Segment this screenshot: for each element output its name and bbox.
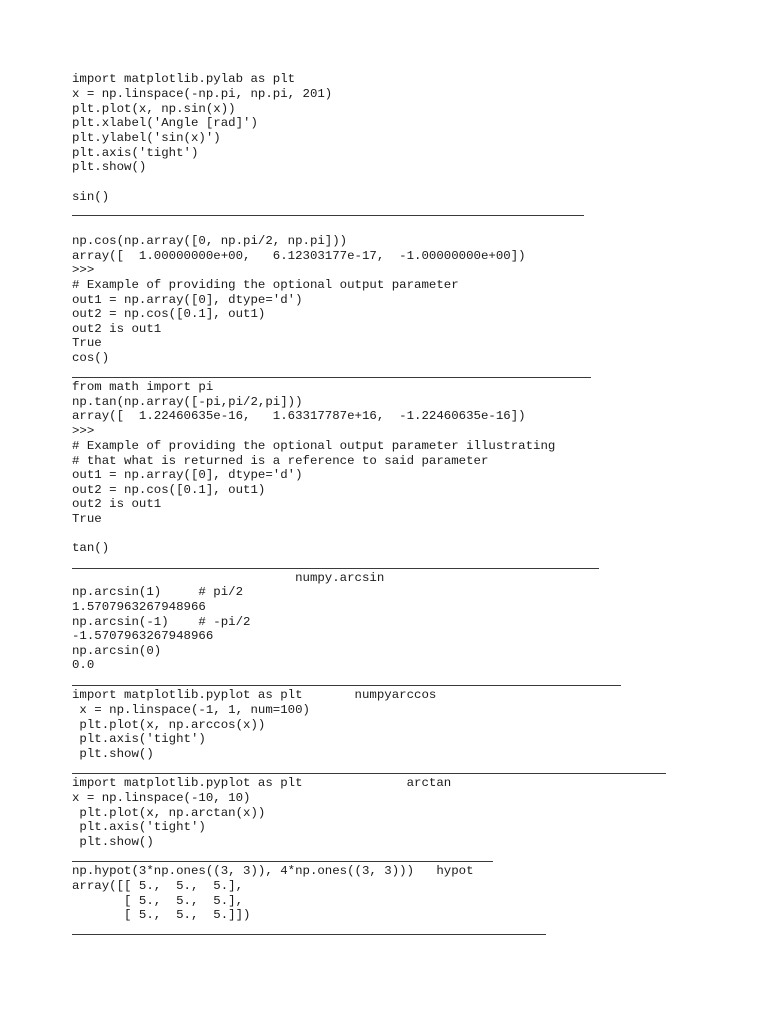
section-label-sin: sin() bbox=[72, 190, 110, 204]
code-line: np.tan(np.array([-pi,pi/2,pi])) bbox=[72, 395, 303, 409]
code-line: np.arcsin(0) bbox=[72, 644, 162, 658]
code-line: out1 = np.array([0], dtype='d') bbox=[72, 468, 303, 482]
code-line: x = np.linspace(-10, 10) bbox=[72, 791, 251, 805]
section-label-arcsin: numpy.arcsin bbox=[72, 571, 385, 585]
code-line: plt.axis('tight') bbox=[72, 820, 206, 834]
section-label-tan: tan() bbox=[72, 541, 110, 555]
code-line: from math import pi bbox=[72, 380, 214, 394]
code-line: plt.plot(x, np.arctan(x)) bbox=[72, 806, 266, 820]
code-line: array([ 1.00000000e+00, 6.12303177e-17, -1.00000000e+00]) bbox=[72, 249, 526, 263]
code-line: -1.5707963267948966 bbox=[72, 629, 214, 643]
code-line: [ 5., 5., 5.]]) bbox=[72, 908, 251, 922]
code-line: plt.plot(x, np.sin(x)) bbox=[72, 102, 236, 116]
code-line: array([ 1.22460635e-16, 1.63317787e+16, -1.22460635e-16]) bbox=[72, 409, 526, 423]
code-line: plt.xlabel('Angle [rad]') bbox=[72, 116, 258, 130]
code-line: >>> bbox=[72, 424, 95, 438]
section-divider bbox=[72, 861, 493, 862]
section-divider bbox=[72, 934, 546, 935]
code-line: [ 5., 5., 5.], bbox=[72, 894, 244, 908]
code-line: 1.5707963267948966 bbox=[72, 600, 206, 614]
code-line: out2 is out1 bbox=[72, 497, 162, 511]
code-line: out1 = np.array([0], dtype='d') bbox=[72, 293, 303, 307]
code-line: # that what is returned is a reference to said parameter bbox=[72, 454, 489, 468]
code-line: >>> bbox=[72, 263, 95, 277]
section-divider bbox=[72, 215, 584, 216]
code-line: out2 is out1 bbox=[72, 322, 162, 336]
code-line: plt.ylabel('sin(x)') bbox=[72, 131, 221, 145]
code-line: array([[ 5., 5., 5.], bbox=[72, 879, 244, 893]
code-line: plt.show() bbox=[72, 747, 154, 761]
code-line: plt.show() bbox=[72, 835, 154, 849]
code-line: 0.0 bbox=[72, 658, 95, 672]
code-line: np.arcsin(-1) # -pi/2 bbox=[72, 615, 251, 629]
code-line: np.hypot(3*np.ones((3, 3)), 4*np.ones((3, 3))) hypot bbox=[72, 864, 474, 878]
code-line: # Example of providing the optional output parameter bbox=[72, 278, 459, 292]
code-line: # Example of providing the optional output parameter illustrating bbox=[72, 439, 556, 453]
code-line: x = np.linspace(-1, 1, num=100) bbox=[72, 703, 310, 717]
code-line: import matplotlib.pyplot as plt arctan bbox=[72, 776, 452, 790]
code-line: np.arcsin(1) # pi/2 bbox=[72, 585, 244, 599]
section-divider bbox=[72, 377, 591, 378]
code-line: out2 = np.cos([0.1], out1) bbox=[72, 307, 266, 321]
code-line: plt.axis('tight') bbox=[72, 146, 199, 160]
section-divider bbox=[72, 568, 599, 569]
section-divider bbox=[72, 685, 621, 686]
section-label-cos: cos() bbox=[72, 351, 110, 365]
code-line: plt.show() bbox=[72, 160, 147, 174]
section-divider bbox=[72, 773, 666, 774]
code-line: True bbox=[72, 512, 102, 526]
code-line: plt.plot(x, np.arccos(x)) bbox=[72, 718, 266, 732]
code-line: import matplotlib.pylab as plt bbox=[72, 72, 296, 86]
code-line: True bbox=[72, 336, 102, 350]
code-line: import matplotlib.pyplot as plt numpyarccos bbox=[72, 688, 437, 702]
code-line: plt.axis('tight') bbox=[72, 732, 206, 746]
code-line: x = np.linspace(-np.pi, np.pi, 201) bbox=[72, 87, 333, 101]
code-line: np.cos(np.array([0, np.pi/2, np.pi])) bbox=[72, 234, 348, 248]
code-line: out2 = np.cos([0.1], out1) bbox=[72, 483, 266, 497]
